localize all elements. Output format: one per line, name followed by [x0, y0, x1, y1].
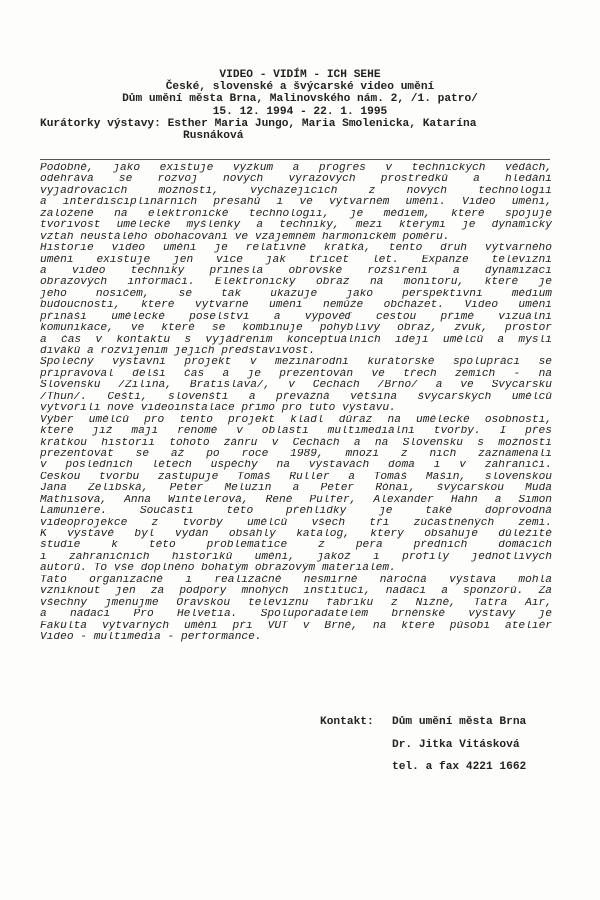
body-line: obrazových informací. Elektronický obraz na monitoru, které je: [40, 277, 552, 289]
body-line: jeho nosičem, se tak ukazuje jako perspektivní médium: [40, 288, 552, 300]
body-line: které již mají renomé v oblasti multimediální tvorby. I přes: [40, 426, 552, 438]
curators-label: Kurátorky výstavy:: [40, 117, 161, 130]
body-line: Jana Želibská, Peter Meluzin a Peter Rónai, švýcarskou Muda: [40, 483, 552, 495]
body-line: přináší umělecké poselství a výpověď cestou přímé vizuální: [40, 311, 552, 323]
body-line: všechny jmenujme Oravskou televíznu fabriku z Nižné, Tatra Air,: [40, 597, 552, 609]
body-line: videoprojekce z tvorby umělců všech tří zúčastněných zemí.: [40, 517, 552, 529]
exhibition-title: VIDEO - VIDÍM - ICH SEHE: [219, 69, 381, 81]
body-line: studie k této problematice z pera předních domácích: [40, 540, 552, 552]
body-text: [40, 163, 552, 643]
body-line: připravoval delší čas a je prezentován ve třech zemích - na: [40, 368, 552, 380]
body-line: Společný výstavní projekt v mezinárodní kurátorské spolupráci se: [40, 357, 552, 369]
body-line: Mathisová, Anna Wintelerová, René Pulfer, Alexander Hahn a Simon: [40, 494, 552, 506]
contact-label: Kontakt:: [320, 716, 374, 728]
curators-names: Esther Maria Jungo, Maria Smolenicka, Katarína: [167, 117, 477, 130]
exhibition-venue: Dům umění města Brna, Malinovského nám. 2, /1. patro/: [122, 93, 478, 106]
body-line: vztah neustálého obohacování ve vzájemném harmonickém poměru.: [40, 231, 450, 243]
body-line: a interdisciplinárních přesahů i ve výtvarném umění. Video umění,: [40, 197, 552, 209]
body-line: prezentovat se až po roce 1989, mnozí z nich zaznamenali: [40, 448, 552, 460]
body-line: autorů. To vše doplněno bohatým obrazovým materiálem.: [40, 563, 396, 575]
body-line: vytvořili nové videoinstalace přímo pro tuto výstavu.: [40, 403, 396, 415]
body-line: Podobně, jako existuje výzkum a progres v technických vědách,: [40, 163, 552, 174]
horizontal-divider: [40, 159, 550, 160]
body-line: v posledních létech úspěchy na výstavách doma i v zahraničí.: [40, 460, 552, 472]
body-line: Výběr umělců pro tento projekt kladl důraz na umělecké osobnosti,: [40, 414, 552, 426]
body-line: vyjadřovacích možností, vycházejících z nových technologií: [40, 185, 552, 197]
body-line: budoucnosti, které výtvarné umění nemůže obcházet. Video umění: [40, 300, 552, 312]
exhibition-dates: 15. 12. 1994 - 22. 1. 1995: [212, 105, 388, 118]
body-line: a nadaci Pro Helvetia. Spolupořadatelem brněnské výstavy je: [40, 609, 552, 621]
body-line: založené na elektronické technologii, je médiem, které spojuje: [40, 208, 552, 220]
document-header: [0, 69, 600, 142]
body-line: /Thun/. Čeští, slovenští a převážná většina švýcarských umělců: [40, 391, 552, 403]
body-line: Lamuniére. Součástí této přehlídky je také doprovodná: [40, 506, 552, 518]
body-line: Slovensku /Žilina, Bratislava/, v Čechách /Brno/ a ve Švýcarsku: [40, 380, 552, 392]
curators-line-continued: [0, 130, 600, 142]
body-line: K výstavě byl vydán obsáhlý katalog, který obsahuje důležité: [40, 529, 552, 540]
contact-row: [320, 734, 526, 757]
contact-block: [320, 711, 526, 779]
body-line: Tato organizačně i realizačně nesmírně náročná výstava mohla: [40, 574, 552, 586]
body-line: tvořivost umělecké myšlenky a techniky, mezi kterými je dynamický: [40, 220, 552, 232]
body-line: a čas v kontaktu s vyjádřením konceptuálních idejí umělců a myslí: [40, 334, 552, 346]
body-line: Video - multimédia - performance.: [40, 631, 262, 643]
contact-institution: Dům umění města Brna: [392, 716, 527, 728]
body-line: krátkou historii tohoto žánru v Čechách a na Slovensku s možností: [40, 437, 552, 449]
body-line: odehráva se rozvoj nových výrazových prostředků a hledání: [40, 174, 552, 186]
contact-row: [320, 711, 526, 734]
body-line: Historie video umění je relativně krátká, tento druh výtvarného: [40, 243, 552, 255]
body-line: diváků a rozvíjením jejich představivost.: [40, 346, 316, 357]
curators-line: [0, 118, 600, 130]
contact-phone: tel. a fax 4221 1662: [392, 761, 527, 773]
exhibition-subtitle: České, slovenské a švýcarské video umění: [165, 81, 435, 94]
body-line: komunikace, ve které se kombinuje pohyblivý obraz, zvuk, prostor: [40, 323, 552, 335]
body-line: vzniknout jen za podpory mnohých institucí, nadací a sponzorů. Za: [40, 586, 552, 598]
contact-person: Dr. Jitka Vitásková: [392, 738, 520, 751]
body-line: umění existuje jen více jak třicet let. Expanze televizní: [40, 254, 552, 266]
body-line: Fakulta výtvarných umění při VUT v Brně, na které působí ateliér: [40, 620, 552, 632]
body-line: Českou tvorbu zastupuje Tomáš Ruller a Tomáš Mašín, slovenskou: [40, 471, 552, 483]
body-line: a video techniky přinesla obrovské rozšíření a dynamizaci: [40, 265, 552, 277]
body-line: i zahraničních historiků umění, jakož i profily jednotlivých: [40, 551, 552, 563]
curators-names-continued: Rusnáková: [183, 130, 244, 143]
contact-row: [320, 756, 526, 779]
